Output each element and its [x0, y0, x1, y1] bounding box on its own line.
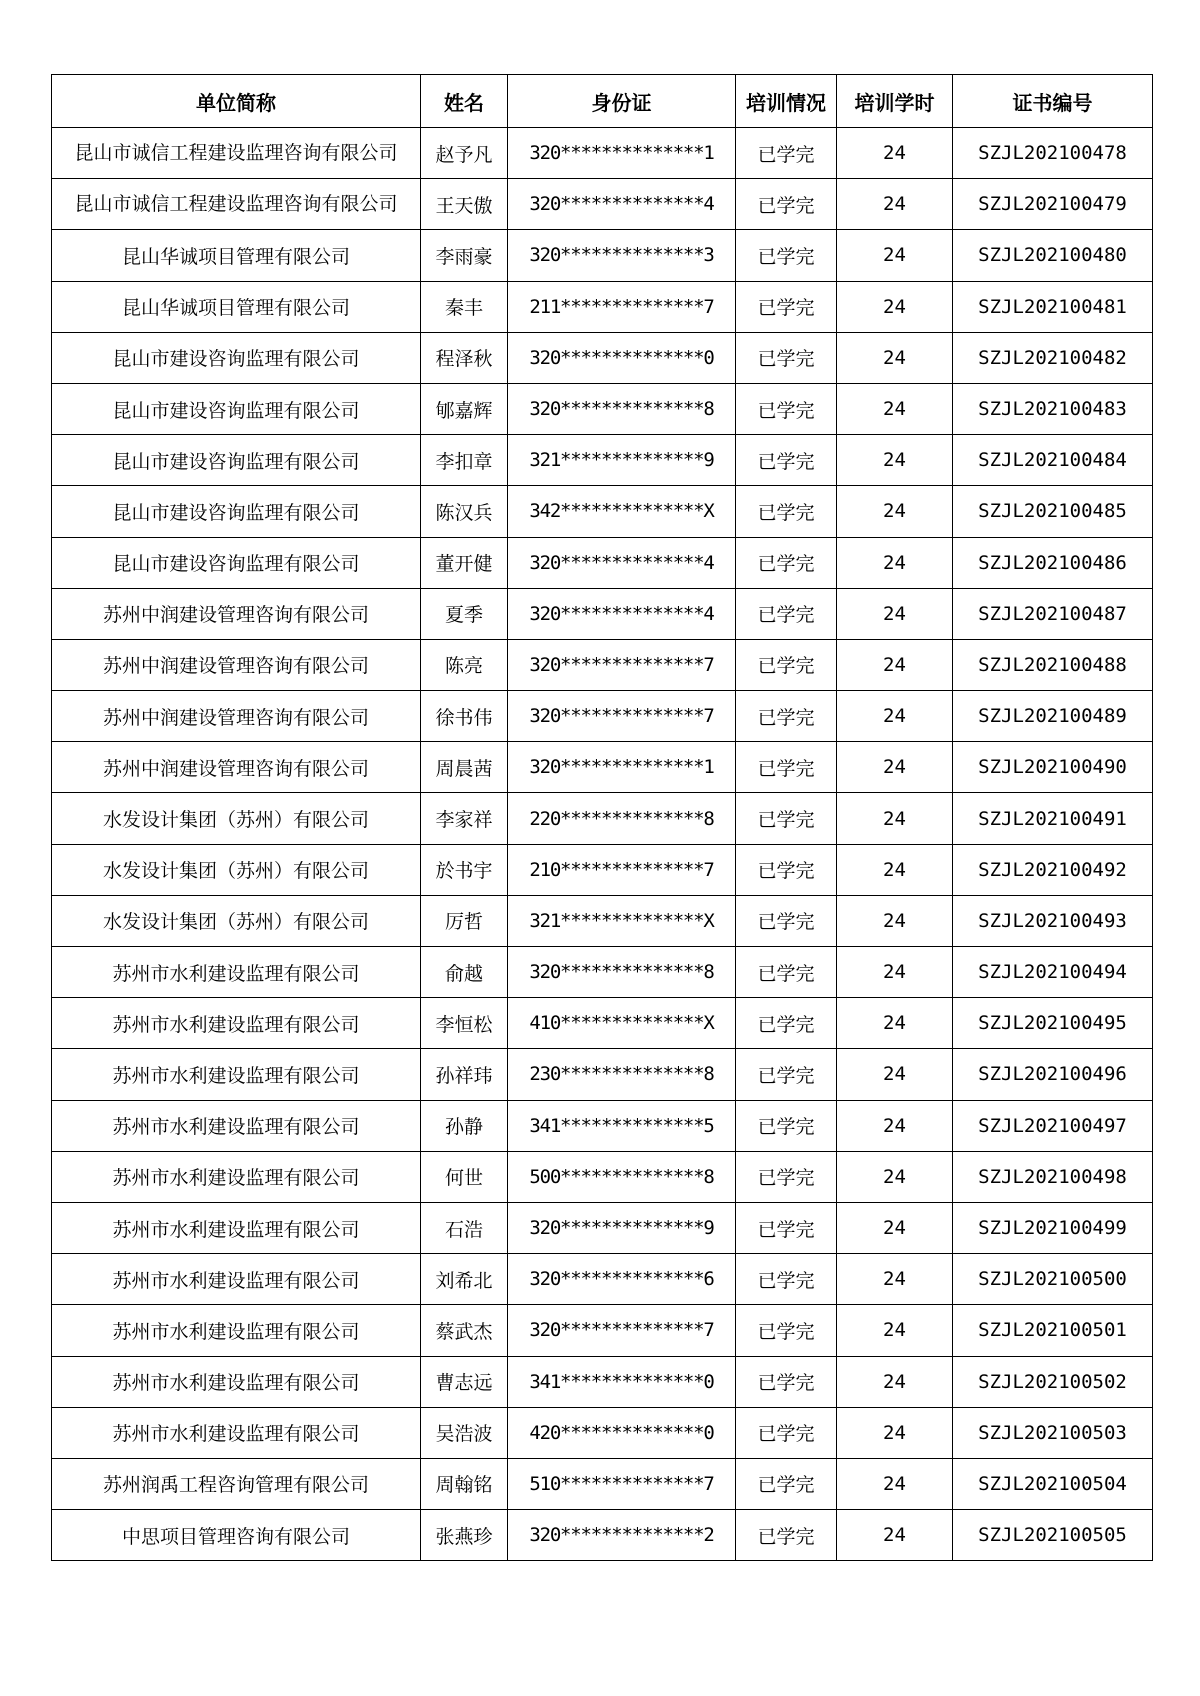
- id-number-cell: 320**************8: [508, 383, 736, 434]
- id-number-cell: 320**************4: [508, 537, 736, 588]
- table-row: [52, 793, 1153, 844]
- company-cell: 苏州市水利建设监理有限公司: [52, 1151, 421, 1202]
- training-hours-cell: 24: [837, 537, 953, 588]
- name-cell: 於书宇: [421, 844, 508, 895]
- certificate-number-cell: SZJL202100486: [953, 537, 1153, 588]
- training-hours-cell: 24: [837, 691, 953, 742]
- header-certificate-number: 证书编号: [953, 75, 1153, 128]
- training-hours-cell: 24: [837, 588, 953, 639]
- id-number-cell: 342**************X: [508, 486, 736, 537]
- training-hours-cell: 24: [837, 179, 953, 230]
- company-cell: 昆山华诚项目管理有限公司: [52, 281, 421, 332]
- id-number-cell: 210**************7: [508, 844, 736, 895]
- id-number-cell: 320**************4: [508, 588, 736, 639]
- training-status-cell: 已学完: [736, 179, 837, 230]
- name-cell: 程泽秋: [421, 332, 508, 383]
- certificate-number-cell: SZJL202100487: [953, 588, 1153, 639]
- training-hours-cell: 24: [837, 486, 953, 537]
- table-row: [52, 742, 1153, 793]
- id-number-cell: 510**************7: [508, 1458, 736, 1509]
- training-hours-cell: 24: [837, 332, 953, 383]
- company-cell: 苏州中润建设管理咨询有限公司: [52, 588, 421, 639]
- training-status-cell: 已学完: [736, 947, 837, 998]
- training-status-cell: 已学完: [736, 486, 837, 537]
- id-number-cell: 420**************0: [508, 1407, 736, 1458]
- training-hours-cell: 24: [837, 1100, 953, 1151]
- training-status-cell: 已学完: [736, 383, 837, 434]
- id-number-cell: 320**************7: [508, 639, 736, 690]
- name-cell: 孙静: [421, 1100, 508, 1151]
- training-status-cell: 已学完: [736, 1049, 837, 1100]
- company-cell: 昆山市建设咨询监理有限公司: [52, 486, 421, 537]
- id-number-cell: 320**************1: [508, 128, 736, 179]
- id-number-cell: 320**************4: [508, 179, 736, 230]
- table-row: [52, 281, 1153, 332]
- training-hours-cell: 24: [837, 639, 953, 690]
- company-cell: 苏州市水利建设监理有限公司: [52, 1202, 421, 1253]
- training-status-cell: 已学完: [736, 1458, 837, 1509]
- company-cell: 苏州市水利建设监理有限公司: [52, 1100, 421, 1151]
- training-status-cell: 已学完: [736, 1202, 837, 1253]
- header-id-number: 身份证: [508, 75, 736, 128]
- company-cell: 苏州市水利建设监理有限公司: [52, 998, 421, 1049]
- certificate-number-cell: SZJL202100481: [953, 281, 1153, 332]
- table-row: [52, 588, 1153, 639]
- certificate-number-cell: SZJL202100497: [953, 1100, 1153, 1151]
- id-number-cell: 320**************1: [508, 742, 736, 793]
- header-training-status: 培训情况: [736, 75, 837, 128]
- training-hours-cell: 24: [837, 1407, 953, 1458]
- table-row: [52, 1458, 1153, 1509]
- name-cell: 何世: [421, 1151, 508, 1202]
- name-cell: 石浩: [421, 1202, 508, 1253]
- training-status-cell: 已学完: [736, 588, 837, 639]
- name-cell: 夏季: [421, 588, 508, 639]
- training-status-cell: 已学完: [736, 1254, 837, 1305]
- certificate-number-cell: SZJL202100499: [953, 1202, 1153, 1253]
- company-cell: 中思项目管理咨询有限公司: [52, 1510, 421, 1561]
- training-status-cell: 已学完: [736, 844, 837, 895]
- header-row: [52, 75, 1153, 128]
- company-cell: 昆山市建设咨询监理有限公司: [52, 435, 421, 486]
- table-row: [52, 230, 1153, 281]
- certificate-number-cell: SZJL202100501: [953, 1305, 1153, 1356]
- training-hours-cell: 24: [837, 1049, 953, 1100]
- certificate-number-cell: SZJL202100496: [953, 1049, 1153, 1100]
- name-cell: 李雨豪: [421, 230, 508, 281]
- table-row: [52, 1151, 1153, 1202]
- table-row: [52, 332, 1153, 383]
- training-status-cell: 已学完: [736, 281, 837, 332]
- name-cell: 李扣章: [421, 435, 508, 486]
- id-number-cell: 341**************5: [508, 1100, 736, 1151]
- training-hours-cell: 24: [837, 998, 953, 1049]
- training-status-cell: 已学完: [736, 230, 837, 281]
- table-row: [52, 128, 1153, 179]
- table-row: [52, 1356, 1153, 1407]
- table-body: [52, 128, 1153, 1561]
- training-hours-cell: 24: [837, 1151, 953, 1202]
- header-training-hours: 培训学时: [837, 75, 953, 128]
- id-number-cell: 500**************8: [508, 1151, 736, 1202]
- certificate-number-cell: SZJL202100485: [953, 486, 1153, 537]
- training-status-cell: 已学完: [736, 1407, 837, 1458]
- certificate-number-cell: SZJL202100502: [953, 1356, 1153, 1407]
- name-cell: 秦丰: [421, 281, 508, 332]
- training-status-cell: 已学完: [736, 998, 837, 1049]
- id-number-cell: 220**************8: [508, 793, 736, 844]
- certificate-number-cell: SZJL202100500: [953, 1254, 1153, 1305]
- certificate-number-cell: SZJL202100492: [953, 844, 1153, 895]
- name-cell: 周晨茜: [421, 742, 508, 793]
- training-status-cell: 已学完: [736, 435, 837, 486]
- company-cell: 昆山市建设咨询监理有限公司: [52, 332, 421, 383]
- certificate-number-cell: SZJL202100490: [953, 742, 1153, 793]
- name-cell: 周翰铭: [421, 1458, 508, 1509]
- training-status-cell: 已学完: [736, 1151, 837, 1202]
- training-status-cell: 已学完: [736, 895, 837, 946]
- table-row: [52, 998, 1153, 1049]
- company-cell: 昆山市建设咨询监理有限公司: [52, 537, 421, 588]
- training-status-cell: 已学完: [736, 793, 837, 844]
- training-status-cell: 已学完: [736, 1305, 837, 1356]
- certificate-number-cell: SZJL202100503: [953, 1407, 1153, 1458]
- name-cell: 陈汉兵: [421, 486, 508, 537]
- id-number-cell: 320**************6: [508, 1254, 736, 1305]
- name-cell: 孙祥玮: [421, 1049, 508, 1100]
- company-cell: 水发设计集团（苏州）有限公司: [52, 895, 421, 946]
- certificate-number-cell: SZJL202100480: [953, 230, 1153, 281]
- training-status-cell: 已学完: [736, 742, 837, 793]
- table-row: [52, 383, 1153, 434]
- id-number-cell: 320**************3: [508, 230, 736, 281]
- training-hours-cell: 24: [837, 1254, 953, 1305]
- company-cell: 昆山市建设咨询监理有限公司: [52, 383, 421, 434]
- table-row: [52, 947, 1153, 998]
- certificate-number-cell: SZJL202100482: [953, 332, 1153, 383]
- table-row: [52, 1100, 1153, 1151]
- table-header: [52, 75, 1153, 128]
- table-row: [52, 1305, 1153, 1356]
- training-hours-cell: 24: [837, 230, 953, 281]
- certificate-number-cell: SZJL202100491: [953, 793, 1153, 844]
- training-hours-cell: 24: [837, 895, 953, 946]
- name-cell: 郇嘉辉: [421, 383, 508, 434]
- training-hours-cell: 24: [837, 793, 953, 844]
- name-cell: 张燕珍: [421, 1510, 508, 1561]
- name-cell: 赵予凡: [421, 128, 508, 179]
- id-number-cell: 321**************9: [508, 435, 736, 486]
- table-row: [52, 486, 1153, 537]
- training-hours-cell: 24: [837, 1458, 953, 1509]
- table-row: [52, 1510, 1153, 1561]
- company-cell: 苏州市水利建设监理有限公司: [52, 1356, 421, 1407]
- id-number-cell: 320**************8: [508, 947, 736, 998]
- table-row: [52, 1202, 1153, 1253]
- id-number-cell: 211**************7: [508, 281, 736, 332]
- name-cell: 李恒松: [421, 998, 508, 1049]
- name-cell: 曹志远: [421, 1356, 508, 1407]
- training-status-cell: 已学完: [736, 537, 837, 588]
- training-hours-cell: 24: [837, 128, 953, 179]
- certificate-number-cell: SZJL202100479: [953, 179, 1153, 230]
- table-row: [52, 1049, 1153, 1100]
- training-status-cell: 已学完: [736, 1100, 837, 1151]
- training-status-cell: 已学完: [736, 691, 837, 742]
- training-status-cell: 已学完: [736, 1510, 837, 1561]
- training-hours-cell: 24: [837, 1356, 953, 1407]
- certificate-number-cell: SZJL202100494: [953, 947, 1153, 998]
- name-cell: 吴浩波: [421, 1407, 508, 1458]
- id-number-cell: 321**************X: [508, 895, 736, 946]
- header-name: 姓名: [421, 75, 508, 128]
- training-status-cell: 已学完: [736, 1356, 837, 1407]
- table-row: [52, 639, 1153, 690]
- certificate-number-cell: SZJL202100488: [953, 639, 1153, 690]
- company-cell: 水发设计集团（苏州）有限公司: [52, 793, 421, 844]
- training-status-cell: 已学完: [736, 332, 837, 383]
- table-row: [52, 1254, 1153, 1305]
- training-hours-cell: 24: [837, 383, 953, 434]
- table-row: [52, 895, 1153, 946]
- name-cell: 厉哲: [421, 895, 508, 946]
- name-cell: 俞越: [421, 947, 508, 998]
- company-cell: 苏州市水利建设监理有限公司: [52, 1049, 421, 1100]
- training-hours-cell: 24: [837, 1202, 953, 1253]
- id-number-cell: 320**************0: [508, 332, 736, 383]
- name-cell: 蔡武杰: [421, 1305, 508, 1356]
- training-hours-cell: 24: [837, 435, 953, 486]
- company-cell: 苏州市水利建设监理有限公司: [52, 947, 421, 998]
- name-cell: 徐书伟: [421, 691, 508, 742]
- training-hours-cell: 24: [837, 1305, 953, 1356]
- table-row: [52, 691, 1153, 742]
- training-hours-cell: 24: [837, 281, 953, 332]
- training-hours-cell: 24: [837, 947, 953, 998]
- company-cell: 苏州中润建设管理咨询有限公司: [52, 691, 421, 742]
- company-cell: 昆山市诚信工程建设监理咨询有限公司: [52, 128, 421, 179]
- id-number-cell: 230**************8: [508, 1049, 736, 1100]
- table-row: [52, 537, 1153, 588]
- certificate-number-cell: SZJL202100504: [953, 1458, 1153, 1509]
- name-cell: 刘希北: [421, 1254, 508, 1305]
- training-status-cell: 已学完: [736, 128, 837, 179]
- company-cell: 苏州中润建设管理咨询有限公司: [52, 742, 421, 793]
- company-cell: 水发设计集团（苏州）有限公司: [52, 844, 421, 895]
- training-hours-cell: 24: [837, 742, 953, 793]
- id-number-cell: 320**************2: [508, 1510, 736, 1561]
- training-hours-cell: 24: [837, 1510, 953, 1561]
- certificate-number-cell: SZJL202100489: [953, 691, 1153, 742]
- certificate-number-cell: SZJL202100483: [953, 383, 1153, 434]
- name-cell: 董开健: [421, 537, 508, 588]
- company-cell: 苏州润禹工程咨询管理有限公司: [52, 1458, 421, 1509]
- table-row: [52, 1407, 1153, 1458]
- table-row: [52, 435, 1153, 486]
- name-cell: 陈亮: [421, 639, 508, 690]
- name-cell: 李家祥: [421, 793, 508, 844]
- id-number-cell: 320**************7: [508, 691, 736, 742]
- certificate-number-cell: SZJL202100478: [953, 128, 1153, 179]
- certificate-number-cell: SZJL202100505: [953, 1510, 1153, 1561]
- company-cell: 苏州市水利建设监理有限公司: [52, 1254, 421, 1305]
- company-cell: 苏州市水利建设监理有限公司: [52, 1305, 421, 1356]
- id-number-cell: 320**************7: [508, 1305, 736, 1356]
- certificate-number-cell: SZJL202100495: [953, 998, 1153, 1049]
- training-hours-cell: 24: [837, 844, 953, 895]
- table-row: [52, 179, 1153, 230]
- company-cell: 昆山华诚项目管理有限公司: [52, 230, 421, 281]
- id-number-cell: 320**************9: [508, 1202, 736, 1253]
- certificate-number-cell: SZJL202100493: [953, 895, 1153, 946]
- training-roster-table: [51, 74, 1153, 1561]
- certificate-number-cell: SZJL202100484: [953, 435, 1153, 486]
- id-number-cell: 410**************X: [508, 998, 736, 1049]
- training-status-cell: 已学完: [736, 639, 837, 690]
- header-company: 单位简称: [52, 75, 421, 128]
- certificate-number-cell: SZJL202100498: [953, 1151, 1153, 1202]
- company-cell: 昆山市诚信工程建设监理咨询有限公司: [52, 179, 421, 230]
- table-row: [52, 844, 1153, 895]
- company-cell: 苏州市水利建设监理有限公司: [52, 1407, 421, 1458]
- company-cell: 苏州中润建设管理咨询有限公司: [52, 639, 421, 690]
- name-cell: 王天傲: [421, 179, 508, 230]
- id-number-cell: 341**************0: [508, 1356, 736, 1407]
